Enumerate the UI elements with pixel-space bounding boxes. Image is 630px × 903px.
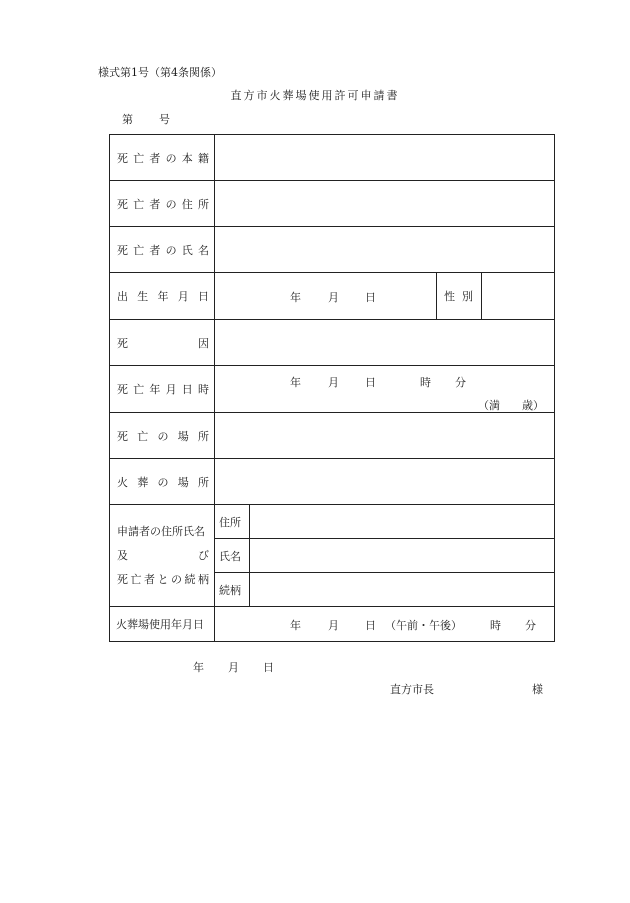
field-sex[interactable] bbox=[482, 273, 555, 320]
label-applicant-name: 氏名 bbox=[215, 539, 250, 573]
label-deceased-domicile: 死 亡 者 の 本 籍 bbox=[110, 135, 215, 181]
label-death-datetime: 死 亡 年 月 日 時 bbox=[110, 366, 215, 413]
age-at-death: （満 歳） bbox=[478, 399, 544, 412]
applicant-label-line2: 及 び bbox=[117, 548, 209, 562]
death-day-unit: 日 bbox=[365, 376, 376, 389]
footer-year-unit: 年 bbox=[193, 661, 204, 674]
label-applicant bbox=[110, 505, 215, 607]
birth-year-unit: 年 bbox=[290, 291, 301, 304]
row-deceased-domicile bbox=[110, 135, 555, 181]
registration-number bbox=[122, 113, 170, 126]
row-usage-date bbox=[110, 607, 555, 642]
label-sex: 性 別 bbox=[437, 273, 482, 320]
label-applicant-relation: 続柄 bbox=[215, 573, 250, 607]
row-deceased-address bbox=[110, 181, 555, 227]
usage-minute-unit: 分 bbox=[525, 619, 536, 632]
row-cremation-place bbox=[110, 459, 555, 505]
field-deceased-domicile[interactable] bbox=[215, 135, 555, 181]
label-deceased-name: 死 亡 者 の 氏 名 bbox=[110, 227, 215, 273]
addressee: 直方市長 bbox=[390, 683, 434, 696]
row-birth-date bbox=[110, 273, 555, 320]
death-hour-unit: 時 bbox=[420, 376, 431, 389]
death-minute-unit: 分 bbox=[455, 376, 466, 389]
applicant-label-line3: 死 亡 者 と の 続 柄 bbox=[117, 572, 209, 586]
death-year-unit: 年 bbox=[290, 376, 301, 389]
usage-month-unit: 月 bbox=[328, 619, 339, 632]
application-date bbox=[193, 661, 274, 674]
label-cause-of-death: 死 因 bbox=[110, 320, 215, 366]
reg-no-suffix: 号 bbox=[159, 113, 170, 126]
field-cause-of-death[interactable] bbox=[215, 320, 555, 366]
field-applicant-address[interactable] bbox=[250, 505, 555, 539]
form-number: 様式第1号（第4条関係） bbox=[98, 66, 222, 79]
row-death-datetime bbox=[110, 366, 555, 413]
reg-no-prefix: 第 bbox=[122, 113, 133, 126]
label-applicant-address: 住所 bbox=[215, 505, 250, 539]
label-birth-date: 出 生 年 月 日 bbox=[110, 273, 215, 320]
label-usage-date: 火葬場使用年月日 bbox=[110, 607, 215, 642]
label-deceased-address: 死 亡 者 の 住 所 bbox=[110, 181, 215, 227]
field-death-datetime[interactable] bbox=[215, 366, 555, 413]
birth-day-unit: 日 bbox=[365, 291, 376, 304]
usage-hour-unit: 時 bbox=[490, 619, 501, 632]
death-month-unit: 月 bbox=[328, 376, 339, 389]
field-applicant-relation[interactable] bbox=[250, 573, 555, 607]
applicant-label-line1: 申請者の住所氏名 bbox=[117, 524, 205, 538]
application-form-table bbox=[109, 134, 555, 642]
field-deceased-address[interactable] bbox=[215, 181, 555, 227]
document-title: 直方市火葬場使用許可申請書 bbox=[230, 89, 400, 102]
field-birth-date[interactable] bbox=[215, 273, 437, 320]
row-deceased-name bbox=[110, 227, 555, 273]
row-death-place bbox=[110, 413, 555, 459]
field-cremation-place[interactable] bbox=[215, 459, 555, 505]
footer-day-unit: 日 bbox=[263, 661, 274, 674]
field-death-place[interactable] bbox=[215, 413, 555, 459]
usage-day-unit: 日 bbox=[365, 619, 376, 632]
label-death-place: 死 亡 の 場 所 bbox=[110, 413, 215, 459]
row-applicant-address bbox=[110, 505, 555, 539]
usage-year-unit: 年 bbox=[290, 619, 301, 632]
field-usage-date[interactable] bbox=[215, 607, 555, 642]
birth-month-unit: 月 bbox=[328, 291, 339, 304]
footer-month-unit: 月 bbox=[228, 661, 239, 674]
label-cremation-place: 火 葬 の 場 所 bbox=[110, 459, 215, 505]
addressee-suffix: 様 bbox=[532, 683, 543, 696]
row-cause-of-death bbox=[110, 320, 555, 366]
usage-ampm: （午前・午後） bbox=[385, 619, 462, 632]
field-applicant-name[interactable] bbox=[250, 539, 555, 573]
field-deceased-name[interactable] bbox=[215, 227, 555, 273]
